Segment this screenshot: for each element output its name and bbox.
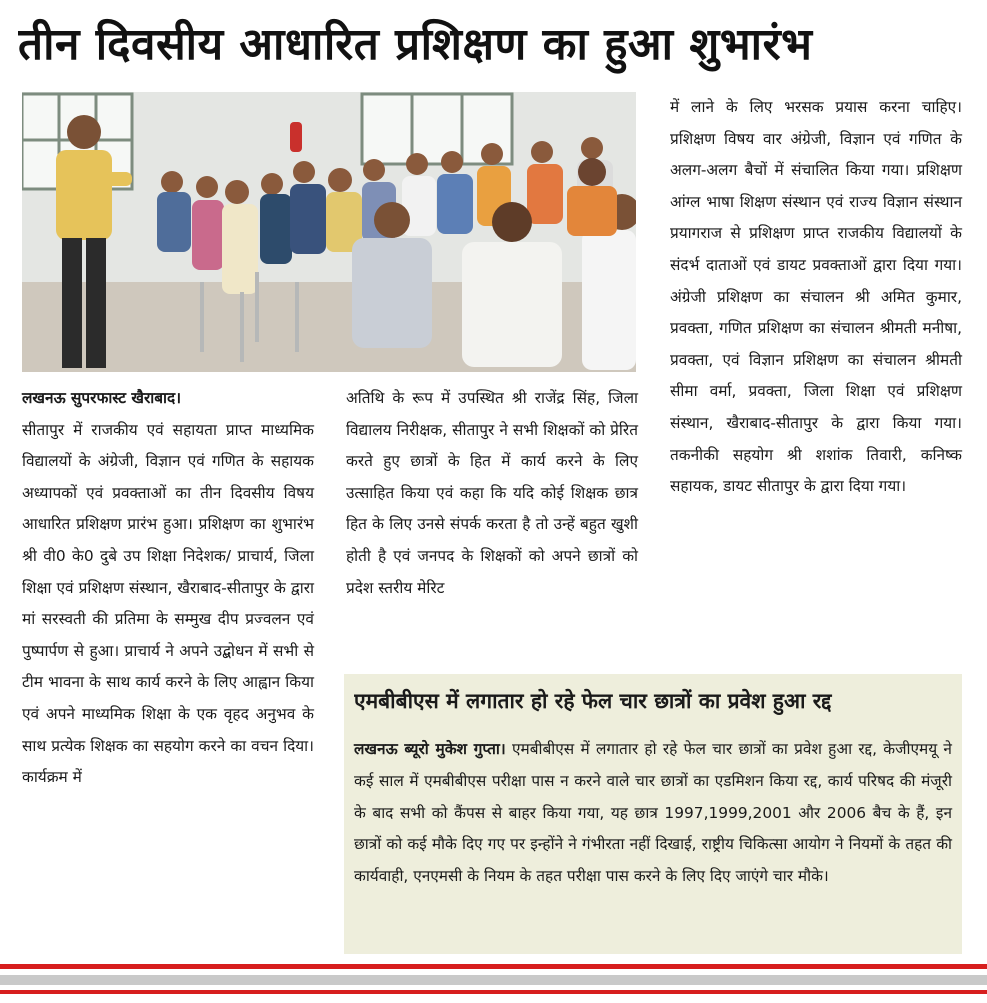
- article-text-1: सीतापुर में राजकीय एवं सहायता प्राप्त माध्यमिक विद्यालयों के अंग्रेजी, विज्ञान एवं गणित के सहायक अध्यापकों एवं प्रवक्ताओं का तीन दिवसीय विषय आधारित प्रशिक्षण प्रारंभ हुआ। प्रशिक्षण का शुभारंभ श्री वी0 के0 दुबे उप शिक्षा निदेशक/ प्राचार्य, जिला शिक्षा एवं प्रशिक्षण संस्थान, खैराबाद-सीतापुर के द्वारा मां सरस्वती की प्रतिमा के सम्मुख दीप प्रज्वलन एवं पुष्पार्पण से हुआ। प्राचार्य ने अपने उद्बोधन में सभी से टीम भावना के साथ कार्य करने के लिए आह्वान किया एवं अपने माध्यमिक शिक्षा के एक वृहद अनुभव के साथ प्रत्येक शिक्षक का सहयोग करने का वचन दिया। कार्यक्रम में: [22, 420, 314, 787]
- brief-text: एमबीबीएस में लगातार हो रहे फेल चार छात्रों का प्रवेश हुआ रद्द, केजीएमयू ने कई साल में एमबीबीएस परीक्षा पास न करने वाले चार छात्रों का एडमिशन किया रद्द, कार्य परिषद की मंजूरी के बाद सभी को कैंपस से बाहर किया गया, यह छात्र 1997,1999,2001 और 2006 बैच के हैं, इन छात्रों को कई मौके दिए गए पर इन्होंने ने गंभीरता नहीं दिखाई, राष्ट्रीय चिकित्सा आयोग ने नियमों के तहत की कार्यवाही, एनएमसी के नियम के तहत परीक्षा पास करने के लिए दिए जाएंगे चार मौके।: [354, 740, 952, 886]
- news-brief-box: [344, 674, 962, 954]
- article-column-1: [22, 383, 314, 794]
- article-text-2: अतिथि के रूप में उपस्थित श्री राजेंद्र सिंह, जिला विद्यालय निरीक्षक, सीतापुर ने सभी शिक्षकों को प्रेरित करते हुए छात्रों के हित में कार्य करने के लिए उत्साहित किया एवं कहा कि यदि कोई शिक्षक छात्र हित के लिए उनसे संपर्क करता है तो उन्हें बहुत खुशी होती है एवं जनपद के शिक्षकों को अपने छात्रों को प्रदेश स्तरीय मेरिट: [346, 389, 638, 597]
- brief-body: [354, 734, 952, 893]
- footer-gray-band: [0, 975, 987, 985]
- article-column-2: [346, 383, 638, 604]
- headline: तीन दिवसीय आधारित प्रशिक्षण का हुआ शुभारंभ: [18, 19, 813, 70]
- article-column-3: [670, 92, 962, 503]
- brief-byline: लखनऊ ब्यूरो मुकेश गुप्ता।: [354, 740, 506, 758]
- footer-red-rule-2: [0, 990, 987, 994]
- dateline: लखनऊ सुपरफास्ट खैराबाद।: [22, 389, 182, 407]
- article-text-3: में लाने के लिए भरसक प्रयास करना चाहिए। प्रशिक्षण विषय वार अंग्रेजी, विज्ञान एवं गणित के अलग-अलग बैचों में संचालित किया गया। प्रशिक्षण आंग्ल भाषा शिक्षण संस्थान एवं राज्य विज्ञान संस्थान प्रयागराज से प्रशिक्षण प्राप्त राजकीय विद्यालयों के संदर्भ दाताओं एवं डायट प्रवक्ताओं द्वारा दिया गया। अंग्रेजी प्रशिक्षण का संचालन श्री अमित कुमार, प्रवक्ता, गणित प्रशिक्षण का संचालन श्रीमती मनीषा, प्रवक्ता, एवं विज्ञान प्रशिक्षण का संचालन श्रीमती सीमा वर्मा, प्रवक्ता, जिला शिक्षा एवं प्रशिक्षण संस्थान, खैराबाद-सीतापुर के द्वारा किया गया। तकनीकी सहयोग श्री शशांक तिवारी, कनिष्क सहायक, डायट सीतापुर के द्वारा दिया गया।: [670, 98, 962, 496]
- footer-red-rule: [0, 964, 987, 969]
- brief-title: एमबीबीएस में लगातार हो रहे फेल चार छात्रों का प्रवेश हुआ रद्द: [354, 689, 832, 713]
- news-photo: [22, 92, 636, 372]
